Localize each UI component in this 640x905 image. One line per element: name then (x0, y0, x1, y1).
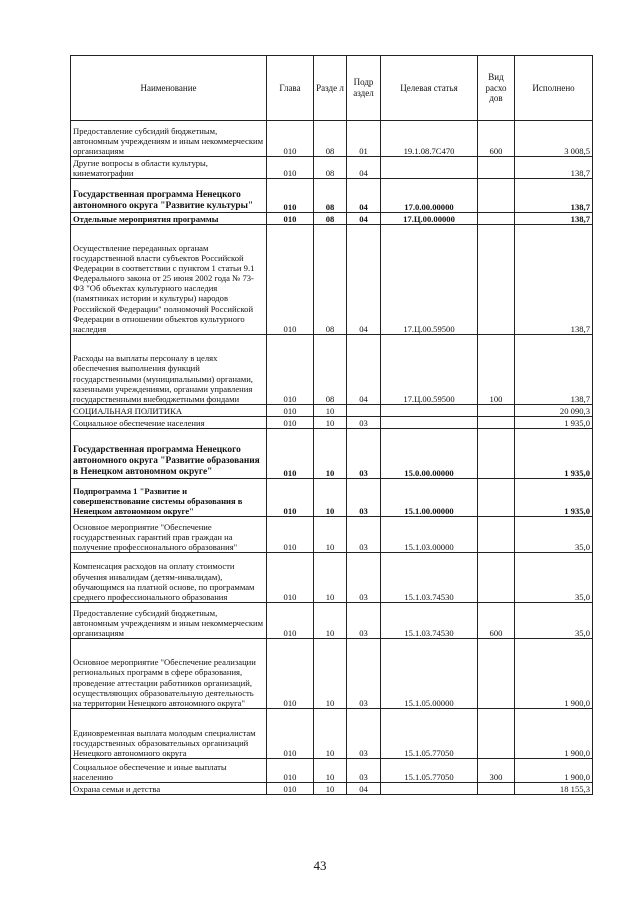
cell-podrazdel: 03 (347, 709, 381, 759)
cell-razdel: 10 (314, 417, 347, 429)
cell-target: 15.1.03.74530 (381, 553, 478, 603)
header-executed: Исполнено (515, 56, 593, 121)
cell-vid: 300 (478, 759, 515, 783)
table-row (71, 157, 593, 179)
cell-name: Осуществление переданных органам государственной власти субъектов Российской Федерации в соответствии с пунктом 1 статьи 9.1 Федерального закона от 25 июня 2002 года № 73-ФЗ "Об объектах культурного наследия (памятниках истории и культуры) народов Российской Федерации" полномочий Российской Федерации в отношении объектов культурного наследия (71, 225, 267, 335)
cell-name: Охрана семьи и детства (71, 783, 267, 795)
cell-vid (478, 553, 515, 603)
table-row (71, 405, 593, 417)
cell-executed: 1 935,0 (515, 429, 593, 479)
cell-target: 15.1.05.77050 (381, 759, 478, 783)
cell-target: 17.0.00.00000 (381, 179, 478, 213)
cell-glava: 010 (267, 121, 314, 157)
cell-executed: 138,7 (515, 225, 593, 335)
header-razdel: Разде л (314, 56, 347, 121)
header-glava: Глава (267, 56, 314, 121)
cell-glava: 010 (267, 335, 314, 405)
cell-target (381, 157, 478, 179)
cell-executed: 18 155,3 (515, 783, 593, 795)
cell-name: Социальное обеспечение и иные выплаты населению (71, 759, 267, 783)
cell-executed: 1 935,0 (515, 417, 593, 429)
cell-vid (478, 157, 515, 179)
cell-razdel: 10 (314, 517, 347, 553)
header-target: Целевая статья (381, 56, 478, 121)
table-row (71, 335, 593, 405)
cell-vid (478, 405, 515, 417)
cell-glava: 010 (267, 179, 314, 213)
table-row (71, 603, 593, 639)
cell-vid (478, 179, 515, 213)
cell-vid: 600 (478, 121, 515, 157)
cell-razdel: 10 (314, 603, 347, 639)
cell-executed: 1 900,0 (515, 759, 593, 783)
cell-razdel: 08 (314, 225, 347, 335)
cell-executed: 35,0 (515, 553, 593, 603)
cell-name: СОЦИАЛЬНАЯ ПОЛИТИКА (71, 405, 267, 417)
cell-glava: 010 (267, 405, 314, 417)
cell-razdel: 08 (314, 157, 347, 179)
cell-glava: 010 (267, 517, 314, 553)
cell-razdel: 10 (314, 709, 347, 759)
cell-podrazdel: 04 (347, 179, 381, 213)
cell-name: Предоставление субсидий бюджетным, автономным учреждениям и иным некоммерческим организациям (71, 121, 267, 157)
page-number: 43 (313, 858, 327, 873)
table-row (71, 429, 593, 479)
cell-razdel: 10 (314, 405, 347, 417)
cell-podrazdel: 03 (347, 639, 381, 709)
table-body (71, 121, 593, 795)
cell-razdel: 08 (314, 179, 347, 213)
header-vid: Вид расхо дов (478, 56, 515, 121)
cell-name: Основное мероприятие "Обеспечение реализации региональных программ в сфере образования, проведение аттестации работников организаций, осуществляющих образовательную деятельность на территории Ненецкого автономного округа" (71, 639, 267, 709)
cell-target (381, 417, 478, 429)
cell-target: 15.1.05.00000 (381, 639, 478, 709)
cell-executed: 20 090,3 (515, 405, 593, 417)
cell-name: Основное мероприятие "Обеспечение государственных гарантий прав граждан на получение профессионального образования" (71, 517, 267, 553)
cell-name: Расходы на выплаты персоналу в целях обеспечения выполнения функций государственными (муниципальными) органами, казенными учреждениями, органами управления государственными внебюджетными фондами (71, 335, 267, 405)
cell-executed: 138,7 (515, 157, 593, 179)
cell-target: 15.1.03.00000 (381, 517, 478, 553)
cell-name: Государственная программа Ненецкого автономного округа "Развитие культуры" (71, 179, 267, 213)
cell-name: Подпрограмма 1 "Развитие и совершенствование системы образования в Ненецком автономном округе" (71, 479, 267, 517)
cell-target (381, 405, 478, 417)
cell-podrazdel: 04 (347, 157, 381, 179)
cell-razdel: 10 (314, 553, 347, 603)
table-row (71, 709, 593, 759)
cell-target (381, 783, 478, 795)
cell-glava: 010 (267, 213, 314, 225)
cell-vid (478, 417, 515, 429)
cell-executed: 1 900,0 (515, 709, 593, 759)
cell-podrazdel: 03 (347, 417, 381, 429)
cell-executed: 35,0 (515, 603, 593, 639)
cell-razdel: 10 (314, 479, 347, 517)
table-row (71, 121, 593, 157)
header-name: Наименование (71, 56, 267, 121)
cell-podrazdel: 03 (347, 479, 381, 517)
cell-target: 15.1.03.74530 (381, 603, 478, 639)
cell-target: 19.1.08.7С470 (381, 121, 478, 157)
cell-razdel: 10 (314, 639, 347, 709)
table-row (71, 783, 593, 795)
table-header-row (71, 56, 593, 121)
cell-name: Государственная программа Ненецкого автономного округа "Развитие образования в Ненецком автономном округе" (71, 429, 267, 479)
cell-name: Отдельные мероприятия программы (71, 213, 267, 225)
cell-glava: 010 (267, 709, 314, 759)
table-row (71, 479, 593, 517)
cell-podrazdel: 03 (347, 603, 381, 639)
cell-podrazdel: 04 (347, 225, 381, 335)
cell-executed: 138,7 (515, 213, 593, 225)
table-row (71, 417, 593, 429)
cell-razdel: 10 (314, 429, 347, 479)
cell-target: 15.1.05.77050 (381, 709, 478, 759)
cell-podrazdel: 04 (347, 783, 381, 795)
cell-vid (478, 225, 515, 335)
cell-glava: 010 (267, 225, 314, 335)
cell-vid (478, 639, 515, 709)
cell-executed: 138,7 (515, 335, 593, 405)
cell-glava: 010 (267, 553, 314, 603)
cell-executed: 35,0 (515, 517, 593, 553)
cell-executed: 3 008,5 (515, 121, 593, 157)
table-row (71, 517, 593, 553)
cell-target: 15.0.00.00000 (381, 429, 478, 479)
cell-target: 17.Ц.00.59500 (381, 335, 478, 405)
cell-name: Социальное обеспечение населения (71, 417, 267, 429)
cell-glava: 010 (267, 603, 314, 639)
cell-target: 15.1.00.00000 (381, 479, 478, 517)
cell-vid (478, 517, 515, 553)
cell-name: Единовременная выплата молодым специалистам государственных образовательных организаций Ненецкого автономного округа (71, 709, 267, 759)
cell-glava: 010 (267, 417, 314, 429)
table-row (71, 225, 593, 335)
header-podrazdel: Подр аздел (347, 56, 381, 121)
cell-name: Компенсация расходов на оплату стоимости обучения инвалидам (детям-инвалидам), обучающимся на платной основе, по программам среднего профессионального образования (71, 553, 267, 603)
cell-vid (478, 479, 515, 517)
cell-name: Другие вопросы в области культуры, кинематографии (71, 157, 267, 179)
cell-target: 17.Ц.00.59500 (381, 225, 478, 335)
cell-glava: 010 (267, 157, 314, 179)
cell-vid (478, 709, 515, 759)
table-row (71, 179, 593, 213)
budget-table (70, 55, 593, 795)
table-row (71, 213, 593, 225)
cell-podrazdel (347, 405, 381, 417)
cell-podrazdel: 03 (347, 553, 381, 603)
cell-vid (478, 213, 515, 225)
cell-target: 17.Ц.00.00000 (381, 213, 478, 225)
cell-executed: 1 935,0 (515, 479, 593, 517)
cell-vid (478, 783, 515, 795)
cell-glava: 010 (267, 759, 314, 783)
cell-razdel: 08 (314, 335, 347, 405)
cell-podrazdel: 03 (347, 517, 381, 553)
cell-podrazdel: 03 (347, 429, 381, 479)
cell-glava: 010 (267, 783, 314, 795)
cell-podrazdel: 04 (347, 213, 381, 225)
cell-executed: 138,7 (515, 179, 593, 213)
cell-podrazdel: 03 (347, 759, 381, 783)
cell-vid (478, 429, 515, 479)
cell-vid: 100 (478, 335, 515, 405)
cell-glava: 010 (267, 639, 314, 709)
cell-razdel: 10 (314, 759, 347, 783)
cell-vid: 600 (478, 603, 515, 639)
cell-glava: 010 (267, 479, 314, 517)
cell-glava: 010 (267, 429, 314, 479)
cell-name: Предоставление субсидий бюджетным, автономным учреждениям и иным некоммерческим организациям (71, 603, 267, 639)
table-row (71, 553, 593, 603)
cell-executed: 1 900,0 (515, 639, 593, 709)
cell-podrazdel: 01 (347, 121, 381, 157)
cell-razdel: 08 (314, 121, 347, 157)
table-row (71, 759, 593, 783)
table-row (71, 639, 593, 709)
cell-podrazdel: 04 (347, 335, 381, 405)
cell-razdel: 08 (314, 213, 347, 225)
cell-razdel: 10 (314, 783, 347, 795)
